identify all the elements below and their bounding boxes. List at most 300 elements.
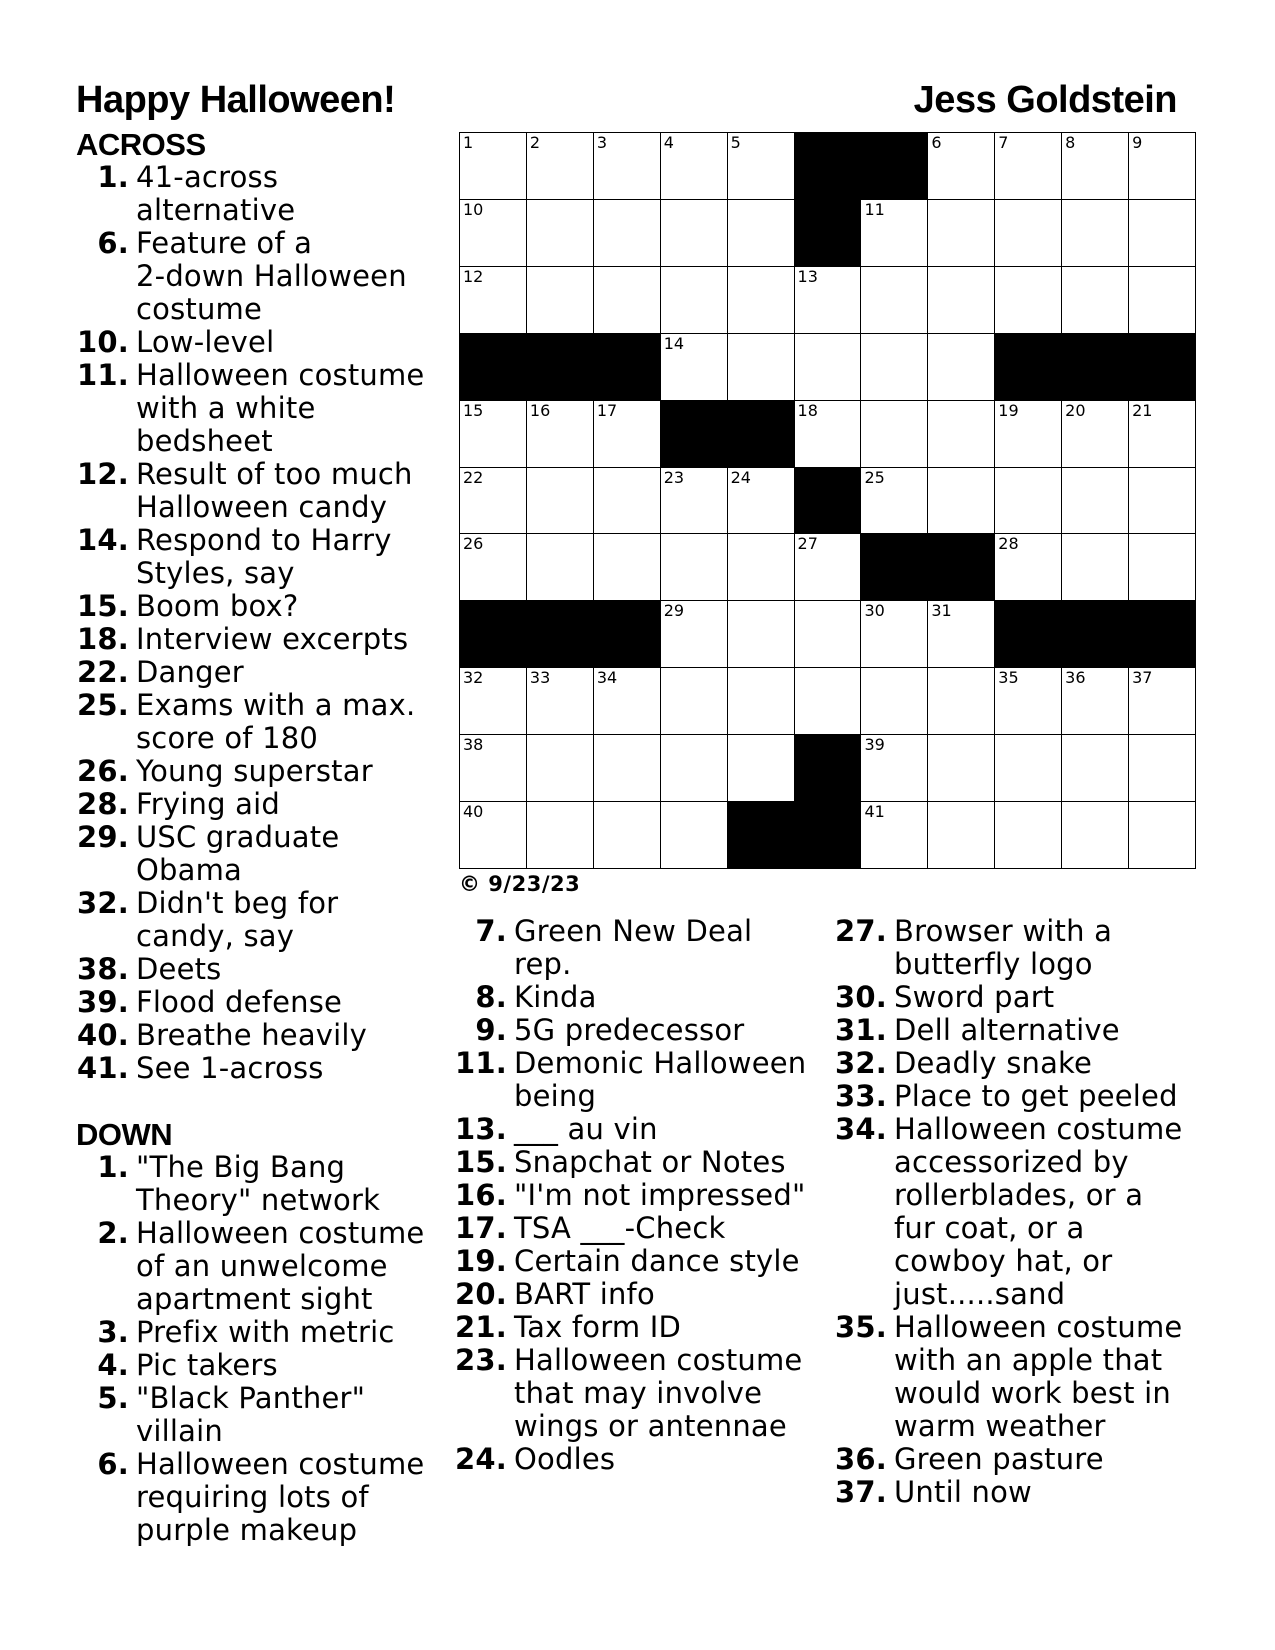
clue-number: 3 . [76, 1316, 131, 1349]
grid-cell[interactable] [861, 668, 928, 735]
down-clue-21[interactable] [454, 1311, 826, 1344]
clue-text-line: Boom box? [136, 589, 299, 623]
clue-text-line: of an unwelcome [136, 1249, 388, 1283]
clue-text [131, 1052, 436, 1085]
clue-text-line: Obama [136, 853, 243, 887]
clue-text-line: Halloween costume [514, 1343, 803, 1377]
grid-cell[interactable] [1129, 735, 1196, 802]
down-clue-7[interactable] [454, 915, 826, 981]
grid-cell[interactable] [928, 401, 995, 468]
clue-text [509, 1344, 826, 1443]
grid-cell[interactable] [728, 133, 795, 200]
across-clue-12[interactable] [76, 458, 436, 524]
across-clue-list [76, 161, 436, 1085]
grid-cell[interactable] [594, 668, 661, 735]
grid-cell[interactable] [861, 267, 928, 334]
down-clue-24[interactable] [454, 1443, 826, 1476]
clue-number: 12 . [76, 458, 131, 524]
grid-cell[interactable] [661, 802, 728, 869]
clue-number: 15 . [454, 1146, 509, 1179]
cell-number: 22 [463, 467, 484, 487]
down-heading: DOWN [76, 1117, 173, 1152]
grid-cell[interactable] [661, 334, 728, 401]
clue-number: 15 . [76, 590, 131, 623]
grid-cell[interactable] [1129, 802, 1196, 869]
across-clue-22[interactable] [76, 656, 436, 689]
clue-text-line: Breathe heavily [136, 1018, 368, 1052]
clue-text [889, 1014, 1214, 1047]
down-clue-20[interactable] [454, 1278, 826, 1311]
cell-number: 8 [1065, 133, 1076, 152]
across-heading: ACROSS [76, 127, 206, 162]
grid-cell[interactable] [460, 668, 527, 735]
clue-text-line: Halloween costume [894, 1310, 1183, 1344]
down-clue-8[interactable] [454, 981, 826, 1014]
grid-cell[interactable] [861, 401, 928, 468]
grid-cell[interactable] [661, 200, 728, 267]
down-clue-37[interactable] [834, 1476, 1214, 1509]
clue-text-line: with a white [136, 391, 316, 425]
grid-cell[interactable] [928, 601, 995, 668]
grid-cell[interactable] [728, 735, 795, 802]
grid-cell[interactable] [928, 200, 995, 267]
across-clue-6[interactable] [76, 227, 436, 326]
clue-text-line: Pic takers [136, 1348, 278, 1382]
clue-text [509, 1113, 826, 1146]
grid-cell[interactable] [594, 267, 661, 334]
grid-cell[interactable] [460, 735, 527, 802]
clue-number: 18 . [76, 623, 131, 656]
clue-text-line: just.....sand [894, 1277, 1066, 1311]
grid-cell[interactable] [1129, 668, 1196, 735]
grid-cell[interactable] [861, 601, 928, 668]
clue-text [509, 1311, 826, 1344]
clue-number: 17 . [454, 1212, 509, 1245]
clue-text-line: cowboy hat, or [894, 1244, 1113, 1278]
grid-cell[interactable] [1129, 401, 1196, 468]
grid-cell[interactable] [995, 267, 1062, 334]
grid-cell[interactable] [594, 534, 661, 601]
grid-cell[interactable] [594, 735, 661, 802]
down-clue-list-1 [76, 1151, 436, 1547]
clue-text-line: Halloween costume [136, 1447, 425, 1481]
clue-number: 32 . [76, 887, 131, 953]
clue-text [509, 1245, 826, 1278]
grid-cell[interactable] [460, 200, 527, 267]
clue-text-line: USC graduate [136, 820, 340, 854]
grid-block [995, 601, 1062, 668]
across-clue-26[interactable] [76, 755, 436, 788]
grid-cell[interactable] [460, 468, 527, 535]
down-clue-4[interactable] [76, 1349, 436, 1382]
clue-number: 16 . [454, 1179, 509, 1212]
grid-block [1062, 334, 1129, 401]
grid-block [460, 601, 527, 668]
grid-cell[interactable] [1062, 534, 1129, 601]
grid-cell[interactable] [928, 334, 995, 401]
grid-block [861, 133, 928, 200]
cell-number: 27 [797, 534, 818, 554]
grid-cell[interactable] [995, 802, 1062, 869]
down-clue-16[interactable] [454, 1179, 826, 1212]
down-clue-list-3 [834, 915, 1214, 1509]
grid-cell[interactable] [661, 534, 728, 601]
clue-text [131, 986, 436, 1019]
cell-number: 7 [998, 133, 1009, 152]
cell-number: 40 [463, 802, 484, 822]
cell-number: 34 [596, 668, 618, 688]
down-clue-9[interactable] [454, 1014, 826, 1047]
clue-text [131, 326, 436, 359]
clue-number: 10 . [76, 326, 131, 359]
clue-number: 19 . [454, 1245, 509, 1278]
grid-block [594, 601, 661, 668]
grid-cell[interactable] [594, 468, 661, 535]
grid-cell[interactable] [1062, 133, 1129, 200]
clue-text-line: alternative [136, 193, 296, 227]
clue-text [131, 524, 436, 590]
clue-text [889, 1311, 1214, 1443]
clue-text-line: that may involve [514, 1376, 763, 1410]
grid-cell[interactable] [1062, 668, 1129, 735]
clue-text-line: "Black Panther" [136, 1381, 366, 1415]
grid-cell[interactable] [728, 334, 795, 401]
across-clue-1[interactable] [76, 161, 436, 227]
across-clue-25[interactable] [76, 689, 436, 755]
clue-text-line: Halloween candy [136, 490, 388, 524]
down-clue-19[interactable] [454, 1245, 826, 1278]
clue-text [131, 1382, 436, 1448]
clue-text-line: BART info [514, 1277, 655, 1311]
grid-cell[interactable] [861, 735, 928, 802]
clue-text [131, 359, 436, 458]
down-clue-6[interactable] [76, 1448, 436, 1547]
clue-text-line: with an apple that [894, 1343, 1163, 1377]
clue-text-line: Dell alternative [894, 1013, 1120, 1047]
grid-cell[interactable] [728, 534, 795, 601]
grid-block [795, 735, 862, 802]
cell-number: 32 [463, 668, 484, 688]
clue-text-line: ___ au vin [514, 1112, 658, 1146]
down-clue-36[interactable] [834, 1443, 1214, 1476]
clue-text-line: TSA ___-Check [514, 1211, 726, 1245]
grid-cell[interactable] [795, 401, 862, 468]
grid-cell[interactable] [527, 133, 594, 200]
grid-cell[interactable] [1062, 802, 1129, 869]
grid-cell[interactable] [661, 267, 728, 334]
cell-number: 11 [864, 199, 885, 219]
grid-block [928, 534, 995, 601]
clue-text [889, 915, 1214, 981]
clue-number: 6 . [76, 1448, 131, 1547]
clue-text [889, 1047, 1214, 1080]
cell-number: 37 [1132, 668, 1153, 688]
grid-cell[interactable] [594, 200, 661, 267]
cell-number: 28 [998, 534, 1019, 554]
down-clue-13[interactable] [454, 1113, 826, 1146]
clue-text-line: villain [136, 1414, 223, 1448]
across-clue-11[interactable] [76, 359, 436, 458]
across-clue-28[interactable] [76, 788, 436, 821]
grid-cell[interactable] [795, 534, 862, 601]
clue-text-line: Deets [136, 952, 222, 986]
grid-cell[interactable] [928, 468, 995, 535]
down-clue-27[interactable] [834, 915, 1214, 981]
grid-cell[interactable] [795, 334, 862, 401]
grid-cell[interactable] [527, 534, 594, 601]
grid-cell[interactable] [795, 267, 862, 334]
cell-number: 26 [463, 534, 484, 554]
grid-cell[interactable] [594, 802, 661, 869]
cell-number: 18 [797, 400, 818, 420]
across-clue-38[interactable] [76, 953, 436, 986]
grid-cell[interactable] [861, 334, 928, 401]
grid-cell[interactable] [661, 735, 728, 802]
clue-text [131, 227, 436, 326]
down-clue-1[interactable] [76, 1151, 436, 1217]
down-clue-34[interactable] [834, 1113, 1214, 1311]
clue-number: 22 . [76, 656, 131, 689]
grid-cell[interactable] [995, 468, 1062, 535]
grid-cell[interactable] [995, 401, 1062, 468]
down-clue-15[interactable] [454, 1146, 826, 1179]
cell-number: 20 [1065, 400, 1086, 420]
clue-number: 5 . [76, 1382, 131, 1448]
grid-cell[interactable] [527, 735, 594, 802]
puzzle-title: Happy Halloween! [76, 79, 396, 121]
grid-cell[interactable] [928, 267, 995, 334]
grid-cell[interactable] [1129, 468, 1196, 535]
cell-number: 1 [463, 133, 474, 152]
clue-text [509, 981, 826, 1014]
clue-number: 20 . [454, 1278, 509, 1311]
clue-text-line: Respond to Harry [136, 523, 392, 557]
across-clue-14[interactable] [76, 524, 436, 590]
across-clue-18[interactable] [76, 623, 436, 656]
grid-cell[interactable] [661, 668, 728, 735]
cell-number: 16 [529, 400, 551, 420]
clue-text-line: Styles, say [136, 556, 295, 590]
down-clue-3[interactable] [76, 1316, 436, 1349]
down-clue-5[interactable] [76, 1382, 436, 1448]
down-clue-2[interactable] [76, 1217, 436, 1316]
grid-cell[interactable] [928, 802, 995, 869]
grid-cell[interactable] [594, 401, 661, 468]
clue-number: 25 . [76, 689, 131, 755]
grid-cell[interactable] [728, 668, 795, 735]
cell-number: 30 [864, 601, 885, 621]
cell-number: 4 [663, 133, 674, 152]
crossword-grid[interactable] [459, 132, 1196, 869]
grid-cell[interactable] [928, 668, 995, 735]
across-clue-10[interactable] [76, 326, 436, 359]
clue-number: 13 . [454, 1113, 509, 1146]
clue-text-line: would work best in [894, 1376, 1171, 1410]
clue-text [509, 1278, 826, 1311]
clue-text-line: 41-across [136, 160, 279, 194]
clue-text-line: Feature of a [136, 226, 313, 260]
grid-cell[interactable] [460, 802, 527, 869]
grid-cell[interactable] [460, 133, 527, 200]
cell-number: 10 [463, 199, 484, 219]
clue-number: 11 . [76, 359, 131, 458]
grid-cell[interactable] [594, 133, 661, 200]
grid-cell[interactable] [527, 401, 594, 468]
grid-cell[interactable] [728, 468, 795, 535]
grid-block [1129, 334, 1196, 401]
grid-cell[interactable] [995, 735, 1062, 802]
grid-cell[interactable] [995, 200, 1062, 267]
grid-cell[interactable] [1062, 267, 1129, 334]
clue-text-line: requiring lots of [136, 1480, 369, 1514]
grid-cell[interactable] [861, 802, 928, 869]
clue-text-line: Interview excerpts [136, 622, 409, 656]
across-clue-39[interactable] [76, 986, 436, 1019]
cell-number: 17 [596, 400, 618, 420]
grid-cell[interactable] [995, 668, 1062, 735]
across-clue-41[interactable] [76, 1052, 436, 1085]
grid-cell[interactable] [795, 668, 862, 735]
clue-text [131, 1448, 436, 1547]
clue-text [131, 1217, 436, 1316]
grid-cell[interactable] [661, 133, 728, 200]
cell-number: 19 [998, 400, 1019, 420]
grid-cell[interactable] [1062, 401, 1129, 468]
clue-number: 33 . [834, 1080, 889, 1113]
clue-text-line: butterfly logo [894, 947, 1093, 981]
clue-text [131, 953, 436, 986]
clue-text-line: See 1-across [136, 1051, 324, 1085]
grid-cell[interactable] [527, 200, 594, 267]
clue-text-line: accessorized by [894, 1145, 1129, 1179]
grid-cell[interactable] [861, 200, 928, 267]
grid-cell[interactable] [661, 468, 728, 535]
grid-cell[interactable] [661, 601, 728, 668]
clue-text-line: Young superstar [136, 754, 373, 788]
puzzle-author: Jess Goldstein [913, 79, 1177, 121]
grid-cell[interactable] [928, 133, 995, 200]
grid-cell[interactable] [1129, 534, 1196, 601]
down-clue-35[interactable] [834, 1311, 1214, 1443]
grid-cell[interactable] [1129, 133, 1196, 200]
clue-text-line: warm weather [894, 1409, 1106, 1443]
clue-text [131, 821, 436, 887]
grid-cell[interactable] [728, 601, 795, 668]
grid-cell[interactable] [795, 601, 862, 668]
down-clue-23[interactable] [454, 1344, 826, 1443]
cell-number: 39 [864, 735, 885, 755]
clue-text-line: Place to get peeled [894, 1079, 1178, 1113]
grid-block [795, 133, 862, 200]
grid-cell[interactable] [527, 802, 594, 869]
clue-text [131, 1019, 436, 1052]
grid-block [527, 334, 594, 401]
cell-number: 21 [1132, 400, 1153, 420]
grid-cell[interactable] [1062, 200, 1129, 267]
grid-block [861, 534, 928, 601]
clue-number: 37 . [834, 1476, 889, 1509]
clue-text [131, 755, 436, 788]
clue-text-line: Green pasture [894, 1442, 1104, 1476]
cell-number: 36 [1065, 668, 1086, 688]
clue-text-line: Until now [894, 1475, 1032, 1509]
clue-text-line: purple makeup [136, 1513, 358, 1547]
clue-number: 26 . [76, 755, 131, 788]
down-clue-17[interactable] [454, 1212, 826, 1245]
clue-number: 40 . [76, 1019, 131, 1052]
clue-text [509, 1014, 826, 1047]
cell-number: 14 [663, 333, 685, 353]
cell-number: 41 [864, 802, 885, 822]
clue-text [131, 656, 436, 689]
grid-cell[interactable] [460, 534, 527, 601]
grid-block [1129, 601, 1196, 668]
cell-number: 13 [797, 266, 818, 286]
down-clue-30[interactable] [834, 981, 1214, 1014]
grid-block [460, 334, 527, 401]
down-clue-31[interactable] [834, 1014, 1214, 1047]
clue-number: 21 . [454, 1311, 509, 1344]
grid-cell[interactable] [861, 468, 928, 535]
clue-number: 14 . [76, 524, 131, 590]
clue-number: 29 . [76, 821, 131, 887]
down-clue-32[interactable] [834, 1047, 1214, 1080]
clue-text [889, 1443, 1214, 1476]
grid-cell[interactable] [1129, 200, 1196, 267]
grid-cell[interactable] [527, 468, 594, 535]
clue-text [131, 1151, 436, 1217]
grid-cell[interactable] [728, 267, 795, 334]
grid-block [1062, 601, 1129, 668]
grid-cell[interactable] [728, 200, 795, 267]
across-clue-29[interactable] [76, 821, 436, 887]
across-clue-15[interactable] [76, 590, 436, 623]
grid-cell[interactable] [1062, 468, 1129, 535]
grid-cell[interactable] [1129, 267, 1196, 334]
clue-text-line: Exams with a max. [136, 688, 416, 722]
clue-number: 8 . [454, 981, 509, 1014]
grid-cell[interactable] [527, 668, 594, 735]
cell-number: 31 [931, 601, 952, 621]
clue-text [131, 1316, 436, 1349]
across-clue-32[interactable] [76, 887, 436, 953]
grid-cell[interactable] [527, 267, 594, 334]
grid-cell[interactable] [928, 735, 995, 802]
grid-block [527, 601, 594, 668]
across-clue-40[interactable] [76, 1019, 436, 1052]
cell-number: 9 [1132, 133, 1143, 152]
cell-number: 29 [663, 601, 685, 621]
clue-text-line: Flood defense [136, 985, 343, 1019]
grid-block [661, 401, 728, 468]
down-clue-33[interactable] [834, 1080, 1214, 1113]
clue-text-line: score of 180 [136, 721, 319, 755]
down-clue-11[interactable] [454, 1047, 826, 1113]
clue-text-line: Halloween costume [894, 1112, 1183, 1146]
grid-cell[interactable] [460, 267, 527, 334]
grid-cell[interactable] [460, 401, 527, 468]
grid-cell[interactable] [1062, 735, 1129, 802]
clue-text-line: Low-level [136, 325, 275, 359]
clue-text-line: "The Big Bang [136, 1150, 346, 1184]
clue-text [131, 590, 436, 623]
cell-number: 35 [998, 668, 1019, 688]
grid-cell[interactable] [995, 534, 1062, 601]
clue-number: 27 . [834, 915, 889, 981]
grid-cell[interactable] [995, 133, 1062, 200]
clue-number: 30 . [834, 981, 889, 1014]
cell-number: 24 [730, 467, 751, 487]
